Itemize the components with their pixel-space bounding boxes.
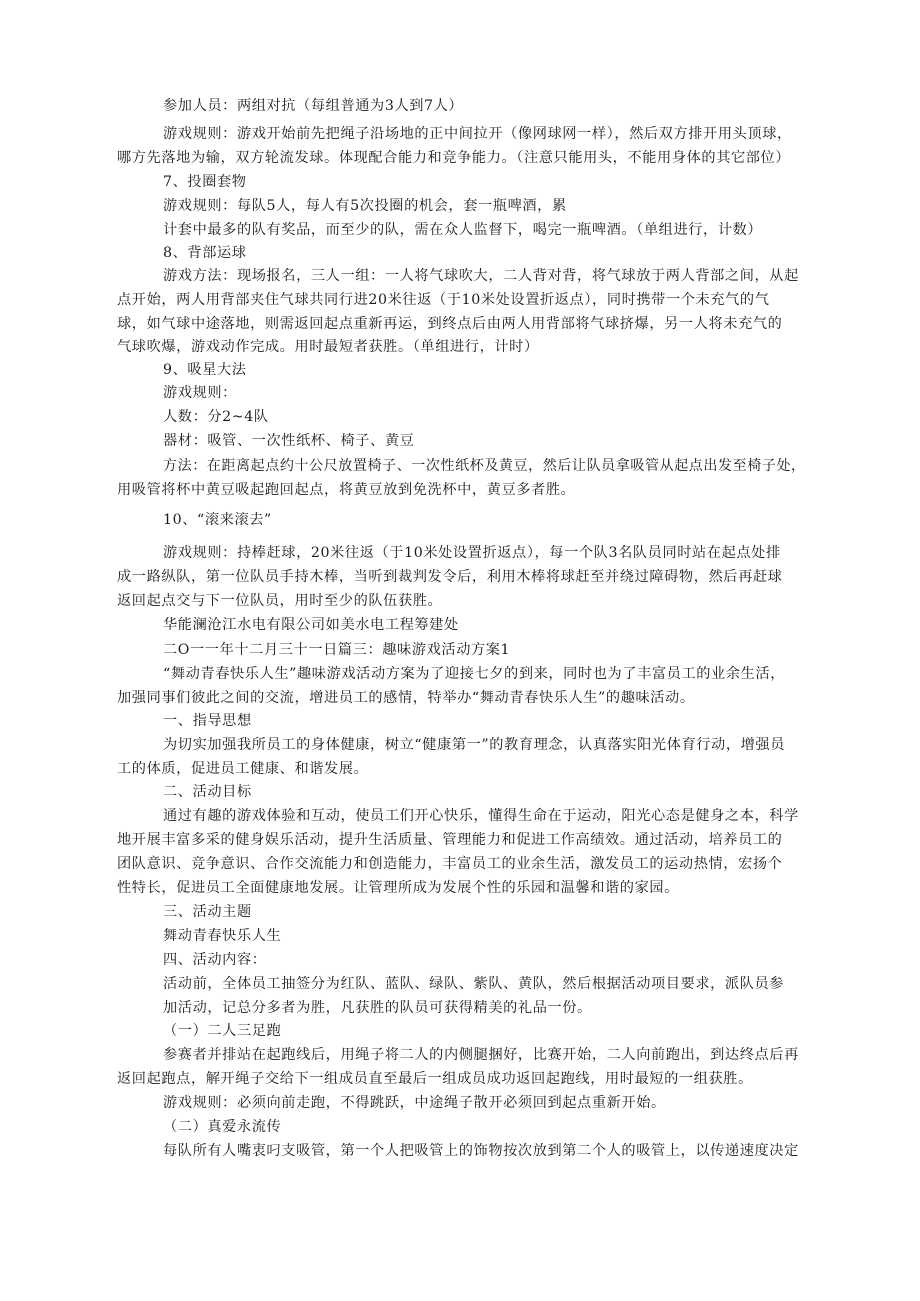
section-heading: 10、“滚来滚去” bbox=[163, 512, 272, 528]
text-line: 哪方先落地为输，双方轮流发球。体现配合能力和竞争能力。（注意只能用头，不能用身体的其它部位） bbox=[117, 150, 791, 166]
text-line: 返回起跑点，解开绳子交给下一组成员直至最后一组成员成功返回起跑线，用时最短的一组获胜。 bbox=[117, 1071, 753, 1087]
text-line: 工的体质，促进员工健康、和谐发展。 bbox=[117, 761, 369, 777]
text-line: 参赛者并排站在起跑线后，用绳子将二人的内侧腿捆好，比赛开始，二人向前跑出，到达终点后再 bbox=[163, 1047, 799, 1063]
section-heading: 三、活动主题 bbox=[163, 904, 252, 920]
text-line: 球，如气球中途落地，则需返回起点重新再运，到终点后由两人用背部将气球挤爆，另一人将未充气的 bbox=[117, 316, 783, 332]
text-line: 器材：吸管、一次性纸杯、椅子、黄豆 bbox=[163, 433, 415, 449]
text-line: 加活动，记总分多者为胜，凡获胜的队员可获得精美的礼品一份。 bbox=[163, 1000, 592, 1016]
text-line: 每队所有人嘴衷叼支吸管，第一个人把吸管上的饰物按次放到第二个人的吸管上，以传递速度决定 bbox=[163, 1143, 799, 1159]
text-line: 二O一一年十二月三十一日篇三：趣味游戏活动方案1 bbox=[163, 642, 511, 658]
text-line: 舞动青春快乐人生 bbox=[163, 928, 282, 944]
section-heading: 一、指导思想 bbox=[163, 713, 252, 729]
text-line: 团队意识、竞争意识、合作交流能力和创造能力，丰富员工的业余生活，激发员工的运动热情，宏扬个 bbox=[117, 856, 783, 872]
text-line: 游戏规则： bbox=[163, 385, 237, 401]
text-line: 计套中最多的队有奖品，而至少的队，需在众人监督下，喝完一瓶啤酒。（单组进行，计数） bbox=[163, 222, 763, 238]
text-line: 返回起点交与下一位队员，用时至少的队伍获胜。 bbox=[117, 593, 443, 609]
text-line: 性特长，促进员工全面健康地发展。让管理所成为发展个性的乐园和温馨和谐的家园。 bbox=[117, 880, 679, 896]
text-line: 用吸管将杯中黄豆吸起跑回起点，将黄豆放到免洗杯中，黄豆多者胜。 bbox=[117, 482, 576, 498]
subsection-heading: （一）二人三足跑 bbox=[163, 1023, 282, 1039]
text-line: 华能澜沧江水电有限公司如美水电工程筹建处 bbox=[163, 617, 459, 633]
subsection-heading: （二）真爱永流传 bbox=[163, 1119, 282, 1135]
section-heading: 二、活动目标 bbox=[163, 784, 252, 800]
text-line: 游戏方法：现场报名，三人一组：一人将气球吹大，二人背对背，将气球放于两人背部之间，从起 bbox=[163, 268, 799, 284]
text-line: 人数：分2~4队 bbox=[163, 409, 269, 425]
text-line: 点开始，两人用背部夹住气球共同行进20米往返（于10米处设置折返点），同时携带一个未充气的气 bbox=[117, 292, 770, 308]
text-line: “舞动青春快乐人生”趣味游戏活动方案为了迎接七夕的到来，同时也为了丰富员工的业余生活， bbox=[163, 666, 785, 682]
text-line: 地开展丰富多采的健身娱乐活动，提升生活质量、管理能力和促进工作高绩效。通过活动，培养员工的 bbox=[117, 832, 783, 848]
text-line: 通过有趣的游戏体验和互动，使员工们开心快乐，懂得生命在于运动，阳光心态是健身之本，科学 bbox=[163, 808, 799, 824]
text-line: 加强同事们彼此之间的交流，增进员工的感情，特举办“舞动青春快乐人生”的趣味活动。 bbox=[117, 690, 695, 706]
section-heading: 9、吸星大法 bbox=[163, 362, 247, 378]
section-heading: 8、背部运球 bbox=[163, 245, 247, 261]
text-line: 游戏规则：每队5人，每人有5次投圈的机会，套一瓶啤酒，累 bbox=[163, 198, 567, 214]
text-line: 游戏规则：游戏开始前先把绳子沿场地的正中间拉开（像网球网一样），然后双方排开用头顶球， bbox=[163, 126, 792, 142]
text-line: 气球吹爆，游戏动作完成。用时最短者获胜。（单组进行，计时） bbox=[117, 339, 539, 355]
text-line: 活动前，全体员工抽签分为红队、蓝队、绿队、紫队、黄队，然后根据活动项目要求，派队员参 bbox=[163, 976, 785, 992]
text-line: 方法：在距离起点约十公尺放置椅子、一次性纸杯及黄豆，然后让队员拿吸管从起点出发至椅子处， bbox=[163, 458, 806, 474]
section-heading: 7、投圈套物 bbox=[163, 174, 247, 190]
text-line: 成一路纵队，第一位队员手持木棒，当听到裁判发令后，利用木棒将球赶至并绕过障碍物，然后再赶球 bbox=[117, 569, 783, 585]
text-line: 游戏规则：必须向前走跑，不得跳跃，中途绳子散开必须回到起点重新开始。 bbox=[163, 1095, 666, 1111]
text-line: 为切实加强我所员工的身体健康，树立“健康第一”的教育理念，认真落实阳光体育行动，增强员 bbox=[163, 737, 785, 753]
text-line: 参加人员：两组对抗（每组普通为3人到7人） bbox=[163, 98, 464, 114]
text-line: 游戏规则：持棒赶球，20米往返（于10米处设置折返点），每一个队3名队员同时站在起点处排 bbox=[163, 545, 781, 561]
section-heading: 四、活动内容： bbox=[163, 952, 267, 968]
